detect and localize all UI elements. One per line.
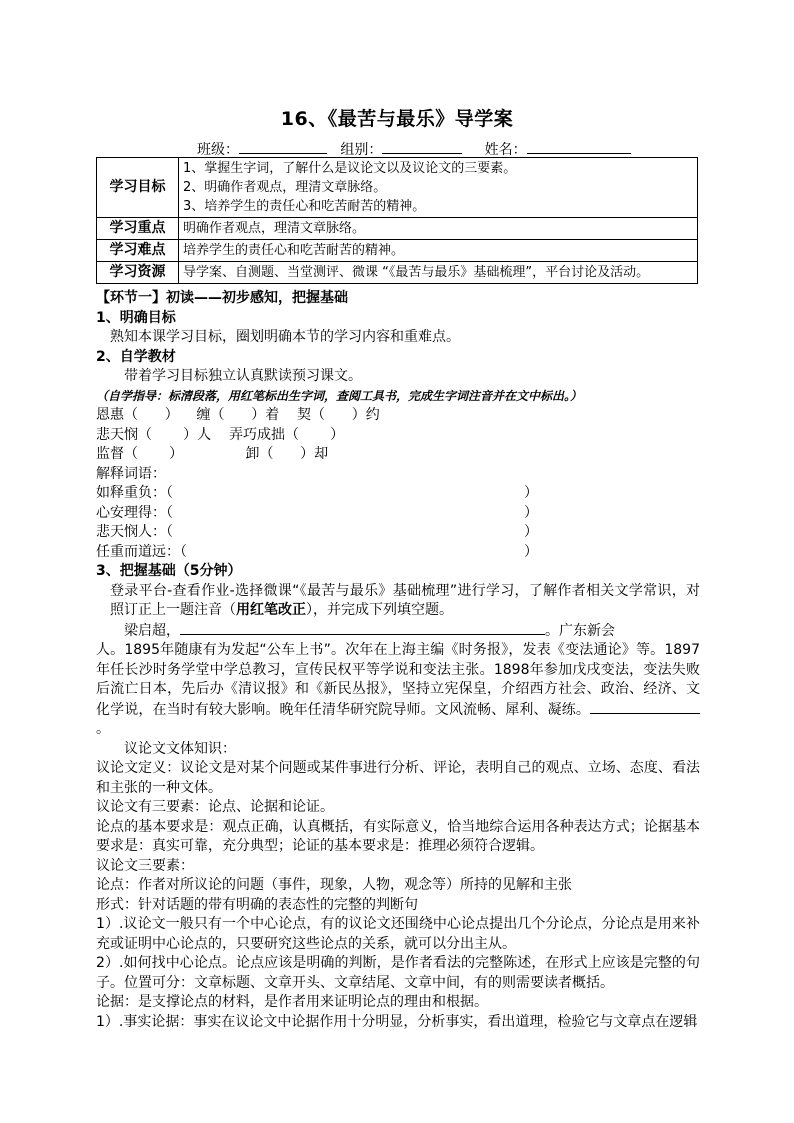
name-blank[interactable] [527, 139, 631, 154]
explain-words-label: 解释词语： [96, 465, 166, 482]
class-blank[interactable] [239, 139, 327, 154]
goals-content [179, 158, 698, 218]
class-label: 班级： [197, 142, 239, 158]
word-row[interactable]: 悲天悯人：（ ） [96, 524, 538, 540]
goal-instruction: 熟知本课学习目标，圈划明确本节的学习内容和重难点。 [110, 329, 460, 345]
resources-row [97, 262, 698, 284]
red-pen-note: 用红笔改正 [236, 602, 306, 618]
author-blank[interactable] [180, 621, 545, 635]
argument-definition: 议论文定义：议论文是对某个问题或某件事进行分析、评论，表明自己的观点、立场、态度、看法和主张的一种文体。 [96, 760, 700, 796]
resources-content: 导学案、自测题、当堂测评、微课 “《最苦与最乐》基础梳理”，平台讨论及活动。 [179, 262, 698, 284]
key-row [97, 218, 698, 240]
difficulty-content: 培养学生的责任心和吃苦耐苦的精神。 [179, 240, 698, 262]
goals-label: 学习目标 [97, 158, 179, 218]
name-label: 姓名： [484, 142, 527, 158]
bio-paragraph: 人。1895年随康有为发起“公车上书”。次年在上海主编《时务报》，发表《变法通论》等。1897年任长沙时务学堂中学总教习，宣传民权平等学说和变法主张。1898年参加戊戌变法，变法失败后流亡日本，先后办《清议报》和《新民丛报》，坚持立宪保皇，介绍西方社会、政治、经济、文化学说，在当时有较大影响。晚年任清华研究院导师。文风流畅、犀利、凝练。。 [96, 642, 700, 737]
bio-first-line: 梁启超， 。广东新会 [124, 622, 615, 639]
evidence-definition: 论据：是支撑论点的材料，是作者用来证明论点的理由和根据。 [96, 994, 488, 1010]
basic-requirements: 论点的基本要求是：观点正确，认真概括，有实际意义，恰当地综合运用各种表达方式；论据基本要求是：真实可靠，充分典型；论证的基本要求是：推理必须符合逻辑。 [96, 818, 700, 854]
resources-label: 学习资源 [97, 262, 179, 284]
pinyin-row-2[interactable]: 悲天悯（ ）人 弄巧成拙（ ） [96, 426, 345, 443]
study-goals-table [96, 157, 698, 284]
difficulty-row [97, 240, 698, 262]
group-blank[interactable] [382, 139, 462, 154]
difficulty-label: 学习难点 [97, 240, 179, 262]
page-title: 16、《最苦与最乐》导学案 [280, 108, 514, 130]
self-study-instruction: 带着学习目标独立认真默读预习课文。 [124, 368, 362, 384]
evidence-note-1: 1）.事实论据：事实在议论文中论据作用十分明显，分析事实，看出道理，检验它与文章点在逻辑 [96, 1013, 698, 1030]
subsection-heading-1: 1、明确目标 [96, 309, 176, 326]
knowledge-heading: 议论文文体知识： [124, 740, 236, 757]
thesis-form: 形式：针对话题的带有明确的表态性的完整的判断句 [96, 896, 418, 913]
subsection-heading-2: 2、自学教材 [96, 348, 176, 365]
subsection-heading-3: 3、把握基础（5分钟） [96, 563, 242, 579]
worksheet-body [96, 289, 700, 1032]
goal-item: 2、明确作者观点，理清文章脉络。 [183, 180, 387, 195]
platform-instruction: 登录平台-查看作业-选择微课“《最苦与最乐》基础梳理”进行学习，了解作者相关文学常识，对照订正上一题注音（用红笔改正），并完成下列填空题。 [110, 582, 700, 618]
goal-item: 3、培养学生的责任心和吃苦耐苦的精神。 [183, 199, 426, 214]
three-elements-heading: 议论文三要素： [96, 857, 194, 874]
goals-row [97, 158, 698, 218]
three-elements: 议论文有三要素：论点、论据和论证。 [96, 799, 334, 815]
style-blank[interactable] [590, 700, 700, 714]
key-content: 明确作者观点，理清文章脉络。 [179, 218, 698, 240]
thesis-note-1: 1）.议论文一般只有一个中心论点，有的议论文还围绕中心论点提出几个分论点，分论点是用来补充或证明中心论点的，只要研究这些论点的关系，就可以分出主从。 [96, 916, 700, 952]
pinyin-row-3[interactable]: 监督（ ） 卸（ ）却 [96, 446, 329, 462]
thesis-note-2: 2）.如何找中心论点。论点应该是明确的判断，是作者看法的完整陈述，在形式上应该是完整的句子。位置可分：文章标题、文章开头、文章结尾、文章中间，有的则需要读者概括。 [96, 955, 700, 991]
self-study-guide: （自学指导：标清段落，用红笔标出生字词，查阅工具书，完成生字词注音并在文中标出。） [96, 388, 583, 403]
pinyin-row-1[interactable]: 恩惠（ ） 缠（ ）着 契（ ）约 [96, 407, 380, 423]
key-label: 学习重点 [97, 218, 179, 240]
word-row[interactable]: 任重而道远：（ ） [96, 543, 538, 560]
group-label: 组别： [340, 142, 383, 158]
goal-item: 1、掌握生字词，了解什么是议论文以及议论文的三要素。 [183, 161, 517, 176]
word-row[interactable]: 如释重负：（ ） [96, 485, 538, 501]
student-info-line [197, 139, 631, 159]
section-heading: 【环节一】初读——初步感知，把握基础 [96, 290, 348, 306]
word-row[interactable]: 心安理得：（ ） [96, 504, 538, 521]
thesis-definition: 论点：作者对所议论的问题（事件，现象，人物，观念等）所持的见解和主张 [96, 877, 572, 893]
